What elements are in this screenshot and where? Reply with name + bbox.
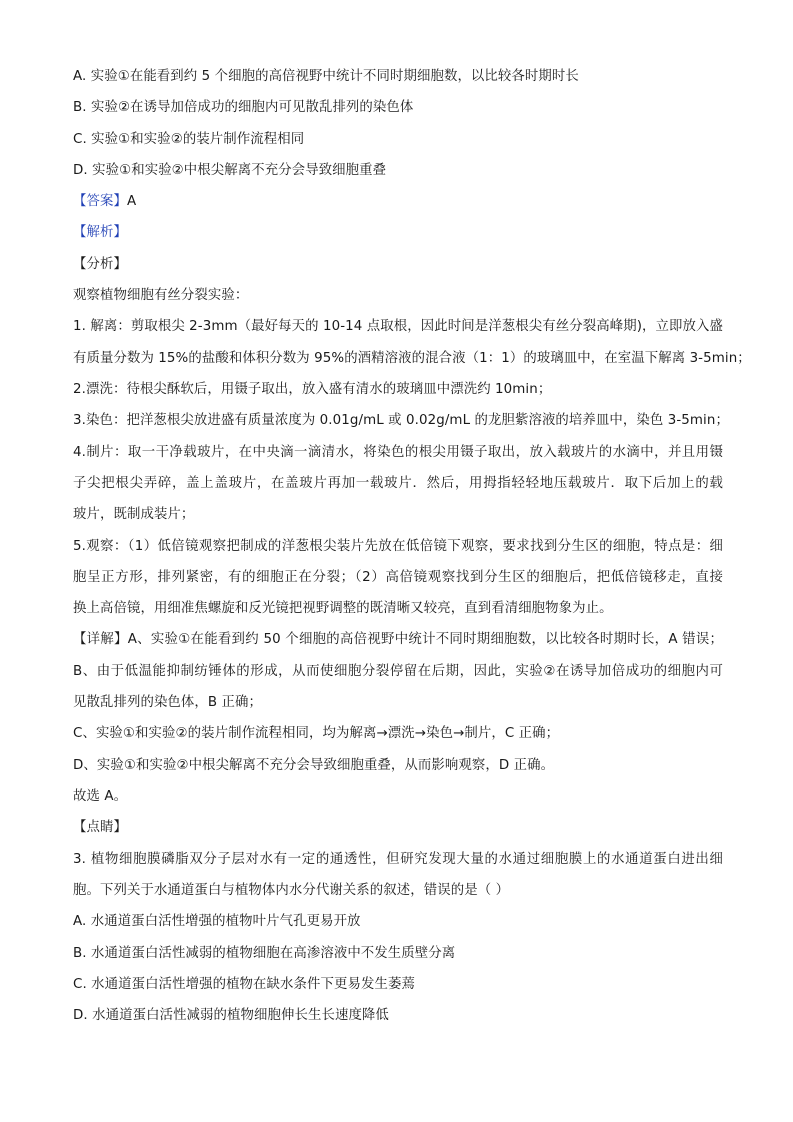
step-line-3: 2.漂洗：待根尖酥软后，用镊子取出，放入盛有清水的玻璃皿中漂洗约 10min； (73, 382, 552, 397)
step-line-4: 3.染色：把洋葱根尖放进盛有质量浓度为 0.01g/mL 或 0.02g/mL 的龙胆紫溶液的培养皿中，染色 3-5min； (73, 413, 729, 428)
step-line-6: 子尖把根尖弄碎，盖上盖玻片，在盖玻片再加一载玻片．然后，用拇指轻轻地压载玻片．取下后加上的载 (73, 476, 723, 491)
question3-option-d: D. 水通道蛋白活性减弱的植物细胞伸长生长速度降低 (73, 1008, 389, 1023)
option-d: D. 实验①和实验②中根尖解离不充分会导致细胞重叠 (73, 163, 387, 178)
detail-line-1: 【详解】A、实验①在能看到约 50 个细胞的高倍视野中统计不同时期细胞数，以比较各时期时长，A 错误； (73, 632, 723, 647)
detail-line-3: 见散乱排列的染色体，B 正确； (73, 695, 263, 710)
detail-line-6: 故选 A。 (73, 789, 128, 804)
step-line-10: 换上高倍镜，用细准焦螺旋和反光镜把视野调整的既清晰又较亮，直到看清细胞物象为止。 (73, 601, 613, 616)
question3-stem-line-2: 胞。下列关于水通道蛋白与植物体内水分代谢关系的叙述，错误的是（ ） (73, 883, 510, 898)
question3-stem-line-1: 3. 植物细胞膜磷脂双分子层对水有一定的通透性，但研究发现大量的水通过细胞膜上的水通道蛋白进出细 (73, 852, 723, 867)
answer-line (73, 192, 723, 212)
detail-line-5: D、实验①和实验②中根尖解离不充分会导致细胞重叠，从而影响观察，D 正确。 (73, 758, 555, 773)
question3-option-b: B. 水通道蛋白活性减弱的植物细胞在高渗溶液中不发生质壁分离 (73, 946, 456, 961)
detail-line-2: B、由于低温能抑制纺锤体的形成，从而使细胞分裂停留在后期，因此，实验②在诱导加倍成功的细胞内可 (73, 664, 723, 679)
detail-line-4: C、实验①和实验②的装片制作流程相同，均为解离→漂洗→染色→制片，C 正确； (73, 726, 560, 741)
option-b: B. 实验②在诱导加倍成功的细胞内可见散乱排列的染色体 (73, 100, 414, 115)
step-line-8: 5.观察：（1）低倍镜观察把制成的洋葱根尖装片先放在低倍镜下观察，要求找到分生区的细胞，特点是：细 (73, 539, 723, 554)
answer-label: 【答案】 (73, 194, 127, 209)
question3-option-c: C. 水通道蛋白活性增强的植物在缺水条件下更易发生萎蔫 (73, 977, 415, 992)
step-line-9: 胞呈正方形，排列紧密，有的细胞正在分裂；（2）高倍镜观察找到分生区的细胞后，把低倍镜移走，直接 (73, 570, 723, 585)
option-a: A. 实验①在能看到约 5 个细胞的高倍视野中统计不同时期细胞数，以比较各时期时长 (73, 69, 579, 84)
question3-option-a: A. 水通道蛋白活性增强的植物叶片气孔更易开放 (73, 914, 361, 929)
step-line-7: 玻片，既制成装片； (73, 507, 195, 522)
analysis-header: 【解析】 (73, 225, 127, 240)
step-line-2: 有质量分数为 15%的盐酸和体积分数为 95%的酒精溶液的混合液（1：1）的玻璃皿中，在室温下解离 3-5min； (73, 351, 751, 366)
step-line-1: 1. 解离：剪取根尖 2-3mm（最好每天的 10-14 点取根，因此时间是洋葱根尖有丝分裂高峰期)，立即放入盛 (73, 319, 723, 334)
option-c: C. 实验①和实验②的装片制作流程相同 (73, 132, 305, 147)
step-line-5: 4.制片：取一干净载玻片，在中央滴一滴清水，将染色的根尖用镊子取出，放入载玻片的水滴中，并且用镊 (73, 445, 723, 460)
answer-value: A (126, 194, 137, 209)
intro-text: 观察植物细胞有丝分裂实验： (73, 288, 249, 303)
dianjing-header: 【点睛】 (73, 820, 127, 835)
fenxi-header: 【分析】 (73, 257, 127, 272)
